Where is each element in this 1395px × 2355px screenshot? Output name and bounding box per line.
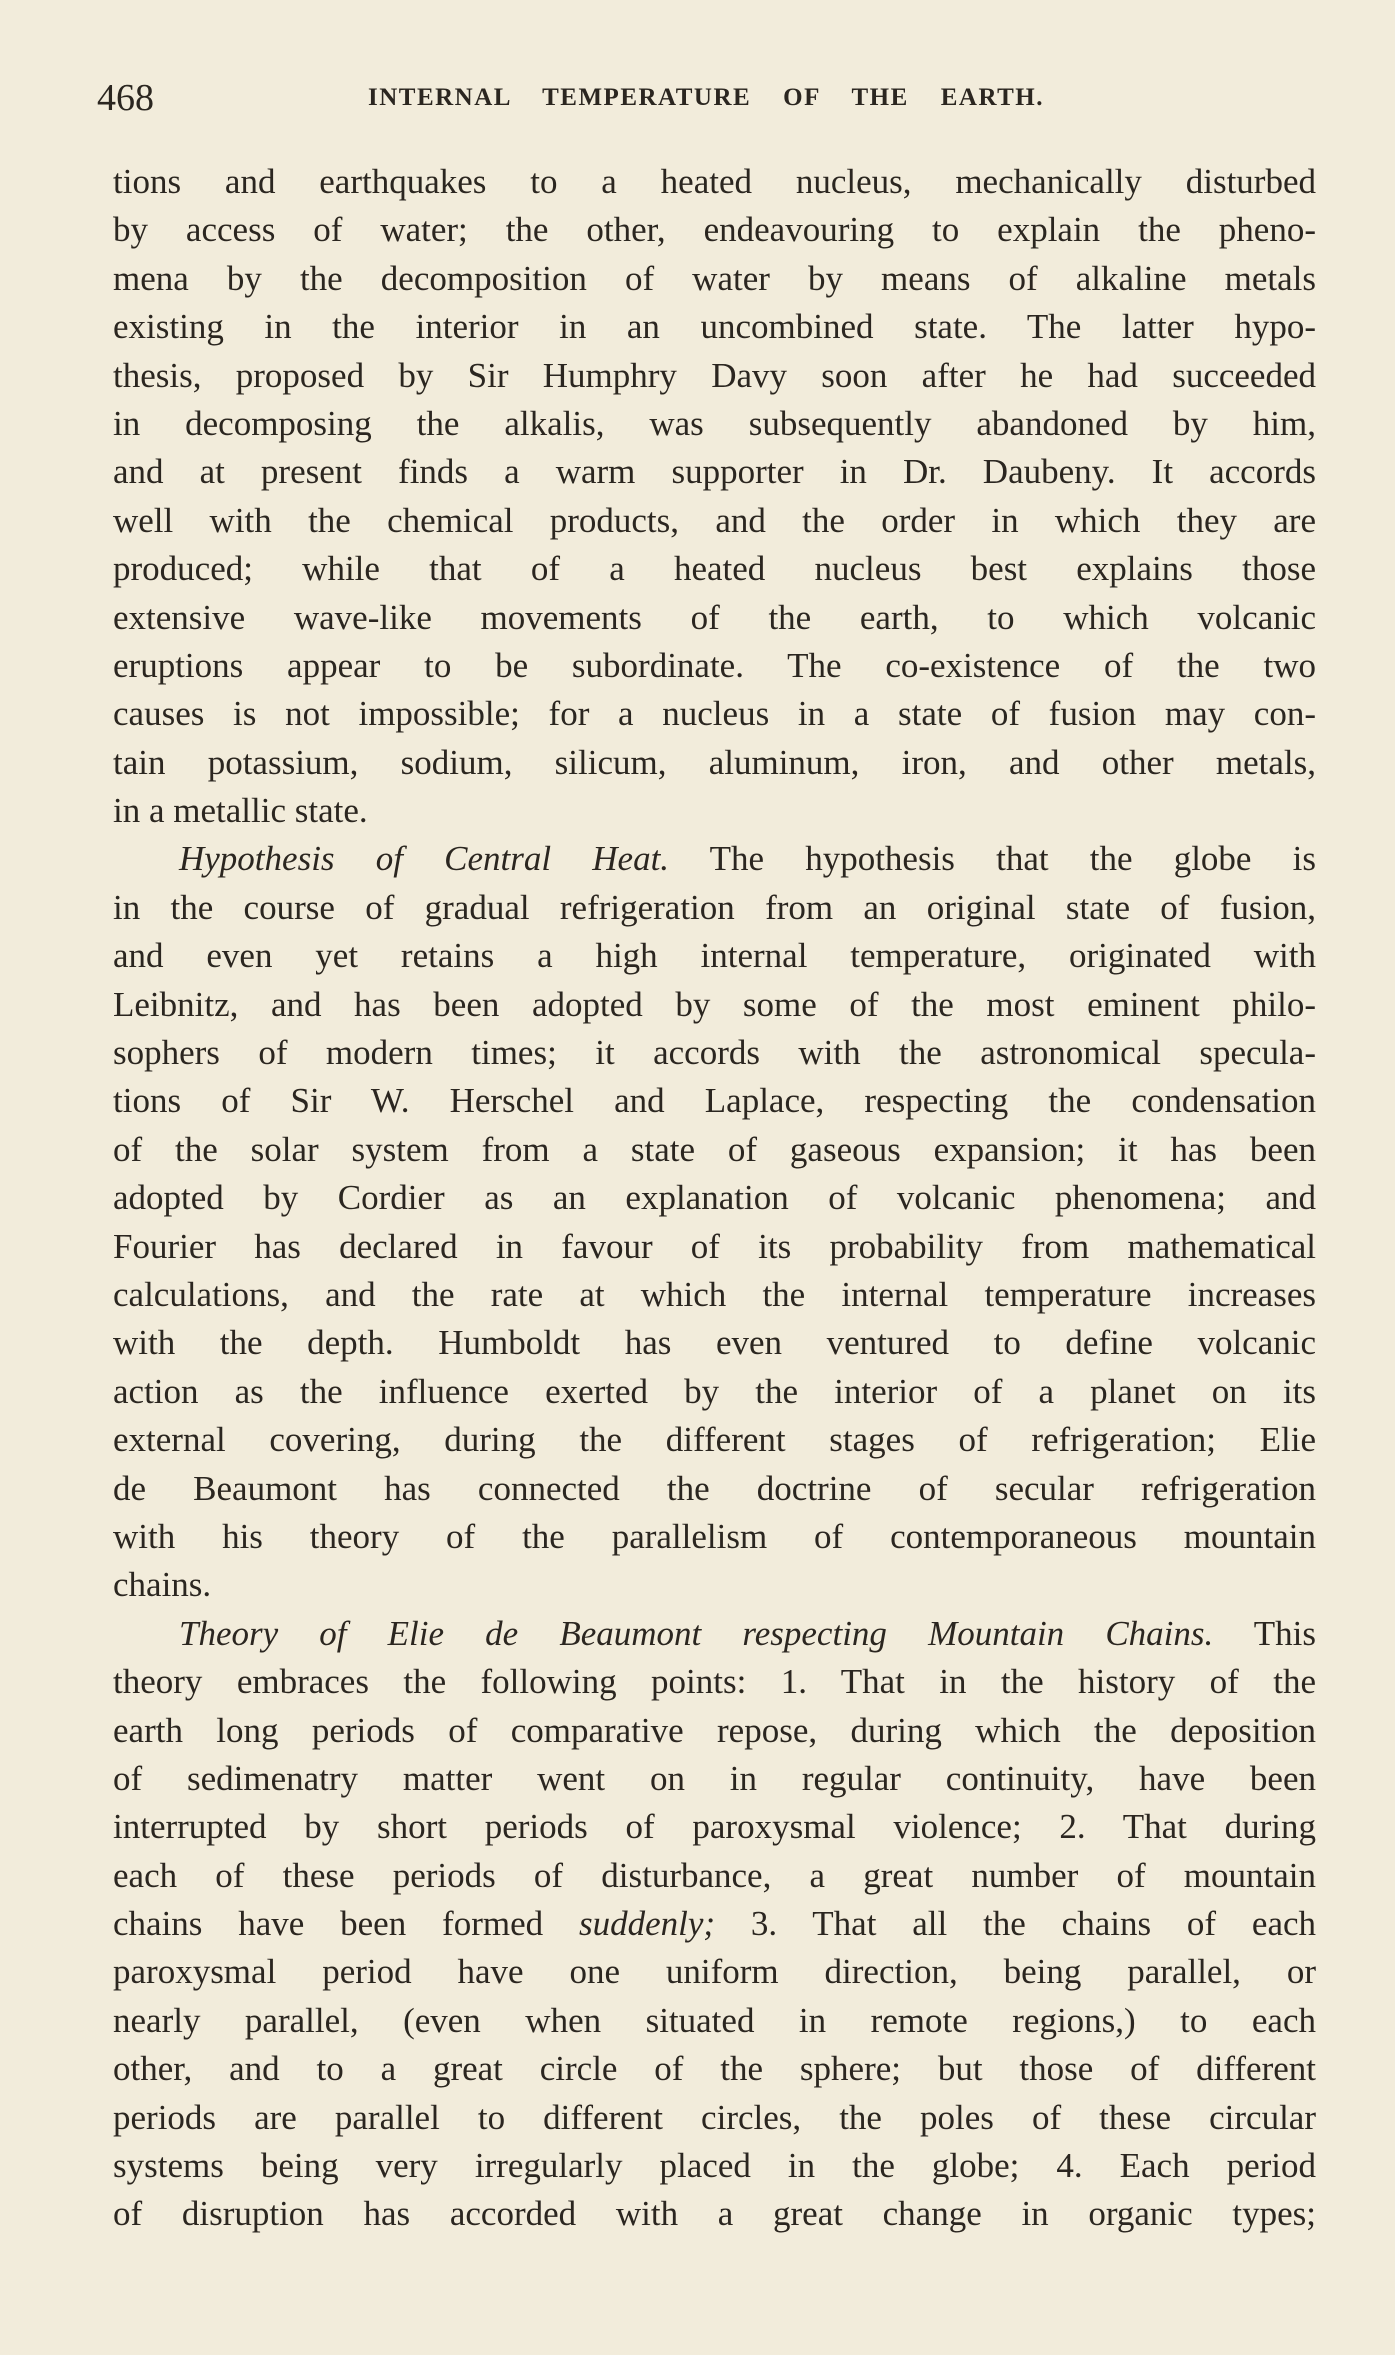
- text-line-content: [113, 642, 1316, 690]
- text-line: [113, 642, 1316, 690]
- text-line-content: [113, 2094, 1316, 2142]
- text-line-content: [113, 1803, 1316, 1851]
- text-segment: tions and earthquakes to a heated nucleus, mechanically disturbed: [113, 162, 1316, 201]
- text-line: [113, 2190, 1316, 2238]
- text-line-content: [179, 835, 1316, 883]
- text-line-content: [113, 932, 1316, 980]
- text-line: [113, 545, 1316, 593]
- text-line: [113, 206, 1316, 254]
- text-segment: Fourier has declared in favour of its probability from mathematical: [113, 1226, 1316, 1266]
- text-line-content: [113, 1126, 1316, 1174]
- text-line: [113, 2142, 1316, 2190]
- text-line-content: [113, 1900, 1316, 1948]
- text-line-content: [113, 1174, 1316, 1222]
- body-text: [113, 158, 1316, 2239]
- text-segment: mena by the decomposition of water by means of alkaline metals: [113, 258, 1316, 298]
- text-segment: in a metallic state.: [113, 791, 368, 831]
- text-line-content: [113, 2142, 1316, 2190]
- text-segment: periods are parallel to different circles, the poles of these circular: [113, 2097, 1316, 2137]
- text-segment: de Beaumont has connected the doctrine of secular refrigeration: [113, 1468, 1316, 1508]
- text-line-content: [113, 1319, 1316, 1367]
- text-line-content: [113, 1852, 1316, 1900]
- text-line: [113, 255, 1316, 303]
- text-segment: existing in the interior in an uncombined state. The latter hypo-: [113, 307, 1316, 347]
- text-line: [113, 1997, 1316, 2045]
- text-segment: action as the influence exerted by the interior of a planet on its: [113, 1371, 1316, 1411]
- text-segment: calculations, and the rate at which the internal temperature increases: [113, 1274, 1316, 1314]
- text-segment: in the course of gradual refrigeration from an original state of fusion,: [113, 887, 1316, 927]
- text-segment: external covering, during the different stages of refrigeration; Elie: [113, 1420, 1316, 1460]
- text-segment: extensive wave-like movements of the earth, to which volcanic: [113, 597, 1316, 637]
- text-line-content: [113, 1368, 1316, 1416]
- text-segment: of sedimenatry matter went on in regular continuity, have been: [113, 1758, 1316, 1798]
- text-line-content: [113, 497, 1316, 545]
- text-line: [113, 1852, 1316, 1900]
- text-line: [113, 2045, 1316, 2093]
- text-line: [113, 1174, 1316, 1222]
- text-line: [113, 932, 1316, 980]
- text-line: [113, 1561, 1316, 1609]
- text-segment: chains.: [113, 1565, 212, 1605]
- text-line-content: [113, 352, 1316, 400]
- text-line-content: [113, 1707, 1316, 1755]
- text-line: [113, 1368, 1316, 1416]
- text-segment: each of these periods of disturbance, a great number of mountain: [113, 1855, 1316, 1895]
- text-segment: in decomposing the alkalis, was subsequently abandoned by him,: [113, 403, 1316, 443]
- text-line-content: [113, 206, 1316, 254]
- text-line: [113, 1416, 1316, 1464]
- text-line-content: [113, 1416, 1316, 1464]
- text-line: [113, 1513, 1316, 1561]
- italic-text: Hypothesis of Central Heat.: [179, 839, 670, 879]
- text-line-content: [113, 1948, 1316, 1996]
- text-line-content: [113, 1077, 1316, 1125]
- text-line: [113, 1900, 1316, 1948]
- text-line: [113, 1658, 1316, 1706]
- text-line-content: [113, 545, 1316, 593]
- text-line: [113, 303, 1316, 351]
- text-segment: thesis, proposed by Sir Humphry Davy soon after he had succeeded: [113, 355, 1316, 395]
- text-line-content: [113, 2045, 1316, 2093]
- text-line-content: [113, 1997, 1316, 2045]
- text-line: [113, 1029, 1316, 1077]
- text-segment: well with the chemical products, and the order in which they are: [113, 500, 1316, 540]
- text-segment: paroxysmal period have one uniform direction, being parallel, or: [113, 1952, 1316, 1992]
- text-line: [113, 448, 1316, 496]
- text-segment: produced; while that of a heated nucleus best explains those: [113, 549, 1316, 589]
- italic-text: suddenly;: [578, 1904, 716, 1944]
- text-line-content: [113, 255, 1316, 303]
- italic-text: Theory of Elie de Beaumont respecting Mountain Chains.: [179, 1613, 1214, 1653]
- text-segment: chains have been formed: [113, 1904, 579, 1944]
- text-line: [113, 158, 1316, 206]
- text-line-content: [113, 1658, 1316, 1706]
- text-line-content: [113, 448, 1316, 496]
- page-number: 468: [97, 77, 154, 119]
- text-line: [113, 1465, 1316, 1513]
- text-line-content: [113, 981, 1316, 1029]
- text-line: [113, 400, 1316, 448]
- text-line-content: [113, 2190, 1316, 2238]
- text-line: [113, 1948, 1316, 1996]
- text-line: [113, 835, 1316, 883]
- text-segment: eruptions appear to be subordinate. The co-existence of the two: [113, 645, 1316, 685]
- text-segment: Leibnitz, and has been adopted by some of the most eminent philo-: [113, 984, 1316, 1024]
- text-line: [113, 594, 1316, 642]
- text-line: [113, 787, 1316, 835]
- text-segment: earth long periods of comparative repose, during which the deposition: [113, 1710, 1316, 1750]
- text-line: [113, 1707, 1316, 1755]
- text-line-content: [113, 884, 1316, 932]
- text-segment: tions of Sir W. Herschel and Laplace, respecting the condensation: [113, 1081, 1316, 1121]
- text-line: [113, 981, 1316, 1029]
- text-segment: interrupted by short periods of paroxysmal violence; 2. That during: [113, 1807, 1316, 1847]
- text-segment: with the depth. Humboldt has even ventured to define volcanic: [113, 1323, 1316, 1363]
- text-segment: 3. That all the chains of each: [715, 1904, 1317, 1944]
- text-line-content: [113, 1465, 1316, 1513]
- text-line-content: [113, 400, 1316, 448]
- text-line-content: [113, 158, 1316, 206]
- text-line: [113, 1319, 1316, 1367]
- text-line: [113, 739, 1316, 787]
- text-segment: systems being very irregularly placed in the globe; 4. Each period: [113, 2146, 1316, 2186]
- text-line-content: [113, 1223, 1316, 1271]
- text-line-content: [113, 1513, 1316, 1561]
- text-segment: causes is not impossible; for a nucleus in a state of fusion may con-: [113, 694, 1316, 734]
- text-line: [113, 352, 1316, 400]
- text-segment: theory embraces the following points: 1. That in the history of the: [113, 1662, 1316, 1702]
- text-segment: of disruption has accorded with a great change in organic types;: [113, 2194, 1316, 2234]
- text-segment: The hypothesis that the globe is: [669, 839, 1316, 879]
- text-line: [113, 2094, 1316, 2142]
- text-line-content: [113, 1561, 1316, 1609]
- text-segment: tain potassium, sodium, silicum, aluminum, iron, and other metals,: [113, 742, 1316, 782]
- text-segment: and at present finds a warm supporter in Dr. Daubeny. It accords: [113, 452, 1316, 492]
- text-segment: and even yet retains a high internal temperature, originated with: [113, 936, 1316, 976]
- text-segment: This: [1213, 1613, 1317, 1653]
- text-line-content: [113, 739, 1316, 787]
- text-line: [113, 1223, 1316, 1271]
- text-line: [113, 690, 1316, 738]
- text-segment: other, and to a great circle of the sphere; but those of different: [113, 2049, 1316, 2089]
- text-line-content: [113, 1029, 1316, 1077]
- text-segment: of the solar system from a state of gaseous expansion; it has been: [113, 1129, 1316, 1169]
- text-segment: nearly parallel, (even when situated in remote regions,) to each: [113, 2000, 1316, 2040]
- text-line-content: [113, 594, 1316, 642]
- text-line-content: [113, 1755, 1316, 1803]
- text-line: [113, 1126, 1316, 1174]
- text-line: [113, 1803, 1316, 1851]
- text-line-content: [113, 690, 1316, 738]
- text-line: [113, 1077, 1316, 1125]
- text-line-content: [113, 1271, 1316, 1319]
- text-line-content: [113, 303, 1316, 351]
- text-segment: adopted by Cordier as an explanation of volcanic phenomena; and: [113, 1178, 1316, 1218]
- running-title: INTERNAL TEMPERATURE OF THE EARTH.: [368, 84, 1044, 111]
- text-line: [113, 1610, 1316, 1658]
- text-line: [113, 497, 1316, 545]
- text-segment: by access of water; the other, endeavouring to explain the pheno-: [113, 210, 1316, 250]
- text-segment: with his theory of the parallelism of contemporaneous mountain: [113, 1516, 1316, 1556]
- text-line-content: [113, 787, 1316, 835]
- text-segment: sophers of modern times; it accords with the astronomical specula-: [113, 1033, 1316, 1073]
- text-line: [113, 1271, 1316, 1319]
- text-line: [113, 1755, 1316, 1803]
- text-line-content: [179, 1610, 1316, 1658]
- text-line: [113, 884, 1316, 932]
